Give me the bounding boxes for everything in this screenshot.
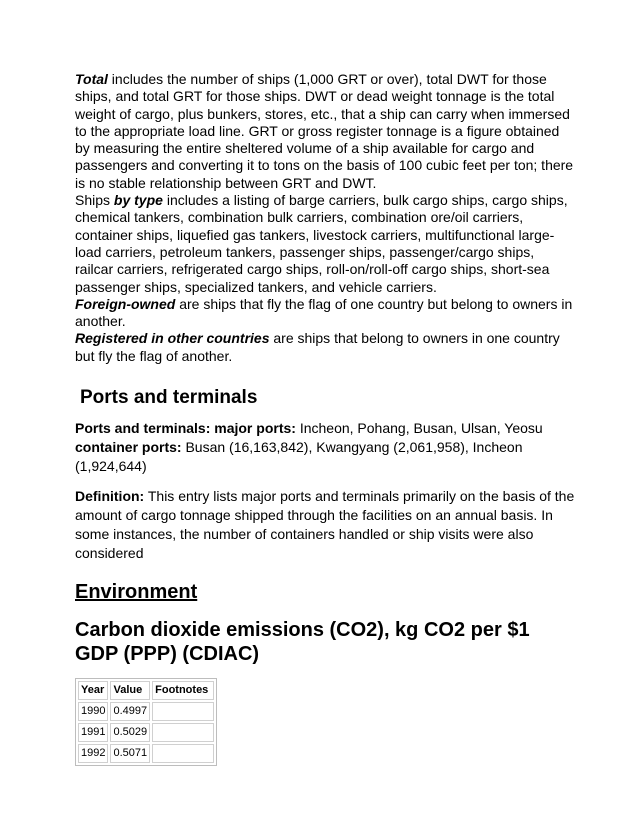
container-ports-label: container ports: — [75, 439, 182, 456]
definitions-block — [75, 71, 575, 365]
environment-heading: Environment — [75, 581, 198, 604]
registered-text: are ships that belong to owners in one country but fly the flag of another. — [75, 330, 560, 364]
table-row — [78, 744, 214, 763]
registered-term: Registered in other countries — [75, 330, 270, 347]
document-page — [75, 71, 575, 766]
table-row — [78, 723, 214, 742]
bytype-text: includes a listing of barge carriers, bulk cargo ships, cargo ships, chemical tankers, combination bulk carriers, combination ore/oil carriers, container ships, liquefied gas tankers, livestock carriers, multifunctional large-load carriers, petroleum tankers, passenger ships, passenger/cargo ships, railcar carriers, refrigerated cargo ships, roll-on/roll-off cargo ships, short-sea passenger ships, specialized tankers, and vehicle carriers. — [75, 192, 568, 295]
column-header: Value — [110, 681, 150, 700]
bytype-term: by type — [113, 192, 163, 209]
definition-label: Definition: — [75, 488, 145, 505]
year-cell: 1990 — [78, 702, 108, 721]
column-header: Footnotes — [152, 681, 214, 700]
table-header-row — [78, 681, 214, 700]
container-ports-text: Busan (16,163,842), Kwangyang (2,061,958), Incheon (1,924,644) — [75, 439, 523, 475]
footnotes-cell — [152, 744, 214, 763]
indicator-title: Carbon dioxide emissions (CO2), kg CO2 per $1 GDP (PPP) (CDIAC) — [75, 619, 530, 666]
year-cell: 1991 — [78, 723, 108, 742]
table-row — [78, 702, 214, 721]
ports-section-title: Ports and terminals — [80, 387, 258, 409]
value-cell: 0.4997 — [110, 702, 150, 721]
data-table — [75, 678, 217, 766]
major-ports-text: Incheon, Pohang, Busan, Ulsan, Yeosu — [295, 420, 543, 437]
footnotes-cell — [152, 723, 214, 742]
major-ports-label: Ports and terminals: major ports: — [75, 420, 296, 437]
ports-definition — [75, 487, 575, 563]
column-header: Year — [78, 681, 108, 700]
foreign-owned-term: Foreign-owned — [75, 295, 176, 312]
ports-list — [75, 419, 575, 476]
value-cell: 0.5071 — [110, 744, 150, 763]
definition-text: This entry lists major ports and terminals primarily on the basis of the amount of cargo tonnage shipped through the facilities on an annual basis. In some instances, the number of containers handled or ship visits were also considered — [75, 488, 575, 562]
footnotes-cell — [152, 702, 214, 721]
bytype-prefix: Ships — [75, 192, 114, 209]
year-cell: 1992 — [78, 744, 108, 763]
value-cell: 0.5029 — [110, 723, 150, 742]
total-text: includes the number of ships (1,000 GRT or over), total DWT for those ships, and total GRT for those ships. DWT or dead weight tonnage is the total weight of cargo, plus bunkers, stores, etc., that a ship can carry when immersed to the appropriate load line. GRT or gross register tonnage is a figure obtained by measuring the entire sheltered volume of a ship available for cargo and passengers and converting it to tons on the basis of 100 cubic feet per ton; there is no stable relationship between GRT and DWT. — [75, 71, 574, 191]
total-term: Total — [75, 71, 108, 87]
foreign-owned-text: are ships that fly the flag of one country but belong to owners in another. — [75, 295, 573, 330]
